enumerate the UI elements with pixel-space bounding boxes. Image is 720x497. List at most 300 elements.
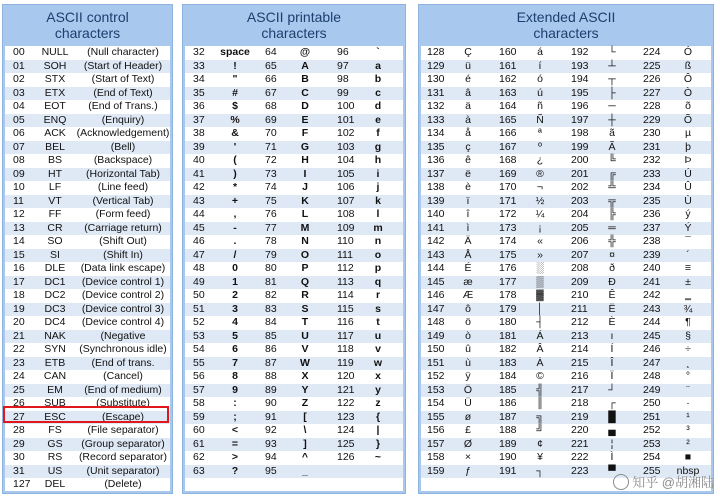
char-cell: Ó [683, 46, 693, 58]
code-cell: 243 [643, 302, 661, 315]
table-row [185, 357, 403, 371]
char-cell: Õ [683, 113, 693, 126]
char-cell: │ [536, 302, 544, 315]
char-cell: ¼ [535, 208, 545, 220]
table-row [5, 114, 170, 128]
table-row [185, 384, 403, 398]
char-cell: 6 [232, 343, 238, 355]
code-cell: 126 [337, 451, 355, 463]
char-cell: a [375, 59, 381, 72]
char-cell: ╗ [536, 410, 544, 423]
abbr-cell: NULL [41, 46, 69, 58]
code-cell: 139 [427, 194, 445, 207]
char-cell: ñ [537, 100, 543, 112]
code-cell: 180 [499, 316, 517, 328]
table-row [5, 127, 170, 141]
char-cell: S [301, 302, 309, 315]
char-cell: ~ [374, 451, 382, 463]
printable-panel-title: ASCII printable characters [246, 9, 342, 41]
table-row [5, 168, 170, 182]
char-cell: ╔ [608, 167, 616, 180]
description-cell: (Substitute) [96, 397, 150, 409]
char-cell: [ [303, 410, 307, 423]
char-cell: ─ [608, 100, 616, 112]
code-cell: 150 [427, 343, 445, 355]
table-row [185, 73, 403, 87]
code-cell: 41 [193, 167, 205, 180]
code-cell: 148 [427, 316, 445, 328]
char-cell: , [233, 208, 237, 220]
code-cell: 65 [265, 59, 277, 72]
code-cell: 91 [265, 410, 277, 423]
code-cell: 48 [193, 262, 205, 274]
char-cell: § [685, 329, 691, 342]
code-cell: 24 [13, 370, 25, 382]
table-row [5, 222, 170, 236]
code-cell: 55 [193, 356, 205, 369]
code-cell: 09 [13, 167, 25, 180]
char-cell: ! [233, 59, 237, 72]
char-cell: ╠ [608, 208, 616, 220]
code-cell: 221 [571, 437, 589, 450]
char-cell: 1 [232, 275, 238, 288]
code-cell: 211 [571, 302, 588, 315]
code-cell: 176 [499, 262, 517, 274]
code-cell: 29 [13, 437, 25, 450]
code-cell: 245 [643, 329, 661, 342]
description-cell: (Device control 4) [81, 316, 165, 328]
code-cell: 35 [193, 86, 205, 99]
abbr-cell: CR [47, 221, 63, 234]
code-cell: 149 [427, 329, 445, 342]
table-row [185, 87, 403, 101]
table-row [421, 60, 711, 74]
char-cell: t [376, 316, 380, 328]
char-cell: ð [609, 262, 615, 274]
code-cell: 125 [337, 437, 355, 450]
char-cell: s [375, 302, 381, 315]
code-cell: 56 [193, 370, 205, 382]
description-cell: (Horizontal Tab) [86, 167, 160, 180]
code-cell: 84 [265, 316, 277, 328]
control-table [5, 46, 170, 491]
char-cell: o [374, 248, 382, 261]
char-cell: þ [685, 140, 691, 153]
char-cell: 3 [232, 302, 238, 315]
code-cell: 03 [13, 86, 25, 99]
table-row [421, 438, 711, 452]
code-cell: 114 [337, 289, 354, 301]
abbr-cell: SOH [43, 59, 67, 72]
char-cell: ƒ [465, 464, 471, 477]
code-cell: 247 [643, 356, 661, 369]
code-cell: 206 [571, 235, 589, 247]
code-cell: 18 [13, 289, 25, 301]
code-cell: 13 [13, 221, 25, 234]
code-cell: 83 [265, 302, 277, 315]
watermark [610, 472, 714, 491]
code-cell: 156 [427, 424, 445, 436]
table-row [421, 168, 711, 182]
description-cell: (Null character) [87, 46, 159, 58]
code-cell: 108 [337, 208, 355, 220]
char-cell: P [301, 262, 309, 274]
code-cell: 70 [265, 127, 277, 139]
extended-table [421, 46, 711, 491]
code-cell: 210 [571, 289, 589, 301]
table-row [421, 154, 711, 168]
char-cell: W [300, 356, 310, 369]
char-cell: Ø [463, 437, 473, 450]
char-cell: ö [465, 316, 471, 328]
table-row [5, 370, 170, 384]
char-cell: ¾ [683, 302, 693, 315]
char-cell: ‗ [685, 289, 691, 301]
description-cell: (End of Text) [93, 86, 153, 99]
char-cell: . [233, 235, 237, 247]
code-cell: 142 [427, 235, 445, 247]
code-cell: 34 [193, 73, 205, 85]
code-cell: 01 [13, 59, 25, 72]
char-cell: d [374, 100, 382, 112]
table-row [421, 397, 711, 411]
code-cell: 196 [571, 100, 589, 112]
char-cell: 7 [232, 356, 238, 369]
code-cell: 110 [337, 235, 354, 247]
code-cell: 96 [337, 46, 349, 58]
char-cell: V [301, 343, 309, 355]
char-cell: w [373, 356, 383, 369]
char-cell: ¥ [537, 451, 543, 463]
char-cell: 8 [232, 370, 238, 382]
code-cell: 78 [265, 235, 277, 247]
description-cell: (Form feed) [95, 208, 151, 220]
code-cell: 36 [193, 100, 205, 112]
code-cell: 242 [643, 289, 661, 301]
char-cell: Í [610, 343, 614, 355]
code-cell: 133 [427, 113, 445, 126]
char-cell: Ä [464, 235, 472, 247]
char-cell: ╝ [536, 424, 544, 436]
char-cell: ' [233, 140, 237, 153]
char-cell: ╩ [608, 181, 616, 193]
char-cell: J [302, 181, 308, 193]
abbr-cell: SI [50, 248, 60, 261]
char-cell: % [230, 113, 240, 126]
char-cell: à [465, 113, 471, 126]
char-cell: û [465, 343, 471, 355]
char-cell: ¨ [686, 383, 690, 396]
code-cell: 249 [643, 383, 661, 396]
code-cell: 131 [427, 86, 445, 99]
code-cell: 33 [193, 59, 205, 72]
code-cell: 220 [571, 424, 589, 436]
code-cell: 130 [427, 73, 445, 85]
char-cell: v [375, 343, 381, 355]
abbr-cell: RS [47, 451, 63, 463]
char-cell: Â [536, 343, 544, 355]
description-cell: (Enquiry) [101, 113, 145, 126]
char-cell: ¸ [686, 356, 690, 369]
watermark-text: 知乎 @胡湘陆 [632, 475, 714, 490]
code-cell: 82 [265, 289, 277, 301]
char-cell: ` [376, 46, 380, 58]
char-cell: Ð [608, 275, 616, 288]
code-cell: 228 [643, 100, 661, 112]
char-cell: ò [465, 329, 471, 342]
char-cell: K [301, 194, 309, 207]
char-cell: U [301, 329, 309, 342]
code-cell: 72 [265, 154, 277, 166]
char-cell: ® [536, 167, 544, 180]
code-cell: 81 [265, 275, 277, 288]
char-cell: Ç [464, 46, 472, 58]
char-cell: ¬ [536, 181, 544, 193]
code-cell: 101 [337, 113, 355, 126]
table-row [5, 289, 170, 303]
char-cell: ¯ [685, 235, 691, 247]
char-cell: ³ [686, 424, 690, 436]
char-cell: ^ [301, 451, 309, 463]
char-cell: - [233, 221, 237, 234]
description-cell: (Unit separator) [86, 464, 160, 477]
extended-panel-title: Extended ASCII characters [516, 9, 616, 41]
abbr-cell: HT [48, 167, 62, 180]
char-cell: k [375, 194, 381, 207]
table-row [421, 100, 711, 114]
code-cell: 248 [643, 370, 661, 382]
table-row [421, 316, 711, 330]
char-cell: ▒ [536, 275, 544, 288]
code-cell: 113 [337, 275, 354, 288]
table-row [421, 370, 711, 384]
code-cell: 217 [571, 383, 589, 396]
char-cell: ÷ [685, 343, 691, 355]
code-cell: 73 [265, 167, 277, 180]
abbr-cell: EOT [44, 100, 66, 112]
char-cell: > [231, 451, 239, 463]
code-cell: 16 [13, 262, 25, 274]
code-cell: 162 [499, 73, 517, 85]
description-cell: (Start of Header) [83, 59, 163, 72]
char-cell: j [376, 181, 380, 193]
char-cell: C [301, 86, 309, 99]
code-cell: 173 [499, 221, 517, 234]
code-cell: 182 [499, 343, 517, 355]
code-cell: 80 [265, 262, 277, 274]
char-cell: ã [609, 127, 615, 139]
code-cell: 187 [499, 410, 517, 423]
table-row [5, 330, 170, 344]
code-cell: 39 [193, 140, 205, 153]
code-cell: 177 [499, 275, 517, 288]
char-cell: · [686, 397, 690, 409]
char-cell: : [233, 397, 237, 409]
char-cell: ║ [536, 397, 544, 409]
code-cell: 143 [427, 248, 445, 261]
abbr-cell: LF [48, 181, 62, 193]
code-cell: 230 [643, 127, 661, 139]
char-cell: @ [299, 46, 311, 58]
char-cell: n [374, 235, 382, 247]
description-cell: (Vertical Tab) [92, 194, 154, 207]
char-cell: ô [465, 302, 471, 315]
char-cell: Q [300, 275, 310, 288]
code-cell: 219 [571, 410, 589, 423]
char-cell: ¹ [686, 410, 690, 423]
char-cell: g [374, 140, 382, 153]
table-row [185, 195, 403, 209]
table-row [5, 60, 170, 74]
char-cell: _ [302, 464, 308, 477]
char-cell: ± [685, 275, 691, 288]
code-cell: 00 [13, 46, 25, 58]
code-cell: 186 [499, 397, 517, 409]
char-cell: å [465, 127, 471, 139]
code-cell: 31 [13, 464, 25, 477]
code-cell: 235 [643, 194, 661, 207]
table-row [421, 424, 711, 438]
code-cell: 06 [13, 127, 25, 139]
table-row [421, 235, 711, 249]
code-cell: 250 [643, 397, 661, 409]
description-cell: (Record separator) [78, 451, 168, 463]
code-cell: 252 [643, 424, 661, 436]
char-cell: E [301, 113, 309, 126]
code-cell: 88 [265, 370, 277, 382]
table-row [185, 154, 403, 168]
description-cell: (Carriage return) [84, 221, 162, 234]
code-cell: 45 [193, 221, 205, 234]
description-cell: (Bell) [110, 140, 136, 153]
code-cell: 106 [337, 181, 355, 193]
char-cell: ( [233, 154, 237, 166]
abbr-cell: STX [44, 73, 66, 85]
code-cell: 04 [13, 100, 25, 112]
char-cell: ç [465, 140, 471, 153]
table-row [421, 181, 711, 195]
table-row [5, 316, 170, 330]
char-cell: Ê [608, 289, 616, 301]
code-cell: 103 [337, 140, 355, 153]
code-cell: 127 [13, 478, 31, 490]
char-cell: À [536, 356, 544, 369]
char-cell: Ô [683, 73, 693, 85]
char-cell: ╚ [608, 154, 616, 166]
description-cell: (Line feed) [97, 181, 149, 193]
code-cell: 19 [13, 302, 25, 315]
code-cell: 22 [13, 343, 25, 355]
table-row [421, 289, 711, 303]
char-cell: º [538, 140, 542, 153]
char-cell: ╬ [608, 235, 616, 247]
char-cell: ó [537, 73, 543, 85]
char-cell: ù [465, 356, 471, 369]
table-row [421, 73, 711, 87]
zhihu-logo-icon [613, 474, 629, 490]
char-cell: q [374, 275, 382, 288]
char-cell: z [375, 397, 381, 409]
code-cell: 32 [193, 46, 205, 58]
code-cell: 69 [265, 113, 277, 126]
abbr-cell: FF [48, 208, 62, 220]
abbr-cell: ESC [44, 410, 66, 423]
code-cell: 199 [571, 140, 589, 153]
code-cell: 63 [193, 464, 205, 477]
code-cell: 26 [13, 397, 25, 409]
code-cell: 71 [265, 140, 277, 153]
code-cell: 213 [571, 329, 589, 342]
code-cell: 85 [265, 329, 277, 342]
table-row [421, 141, 711, 155]
code-cell: 15 [13, 248, 25, 261]
char-cell: ª [538, 127, 542, 139]
table-row [185, 370, 403, 384]
abbr-cell: FS [48, 424, 62, 436]
code-cell: 239 [643, 248, 661, 261]
code-cell: 10 [13, 181, 25, 193]
char-cell: ░ [536, 262, 544, 274]
description-cell: (Device control 2) [81, 289, 165, 301]
char-cell: â [465, 86, 471, 99]
code-cell: 124 [337, 424, 355, 436]
code-cell: 64 [265, 46, 277, 58]
description-cell: (Shift In) [103, 248, 143, 261]
char-cell: ¢ [537, 437, 543, 450]
code-cell: 95 [265, 464, 277, 477]
char-cell: è [465, 181, 471, 193]
code-cell: 60 [193, 424, 205, 436]
code-cell: 140 [427, 208, 445, 220]
code-cell: 134 [427, 127, 445, 139]
code-cell: 205 [571, 221, 589, 234]
code-cell: 254 [643, 451, 661, 463]
char-cell: ı [610, 329, 614, 342]
code-cell: 189 [499, 437, 517, 450]
table-row [185, 424, 403, 438]
table-row [5, 357, 170, 371]
char-cell: ¡ [538, 221, 542, 234]
table-row [185, 330, 403, 344]
char-cell: R [301, 289, 309, 301]
char-cell: ¦ [610, 437, 614, 450]
char-cell: █ [608, 410, 616, 423]
description-cell: (End of Trans.) [88, 100, 158, 112]
code-cell: 153 [427, 383, 445, 396]
table-row [5, 235, 170, 249]
char-cell: T [301, 316, 309, 328]
char-cell: ) [233, 167, 237, 180]
char-cell: O [300, 248, 310, 261]
char-cell: ≡ [684, 262, 692, 274]
table-row [5, 451, 170, 465]
code-cell: 227 [643, 86, 661, 99]
char-cell: ÿ [465, 370, 471, 382]
code-cell: 184 [499, 370, 517, 382]
code-cell: 17 [13, 275, 25, 288]
code-cell: 76 [265, 208, 277, 220]
code-cell: 179 [499, 302, 517, 315]
char-cell: l [376, 208, 380, 220]
table-row [185, 249, 403, 263]
code-cell: 89 [265, 383, 277, 396]
char-cell: ■ [684, 451, 692, 463]
code-cell: 225 [643, 59, 661, 72]
code-cell: 40 [193, 154, 205, 166]
char-cell: Ý [684, 221, 692, 234]
char-cell: Æ [462, 289, 474, 301]
abbr-cell: BS [47, 154, 62, 166]
